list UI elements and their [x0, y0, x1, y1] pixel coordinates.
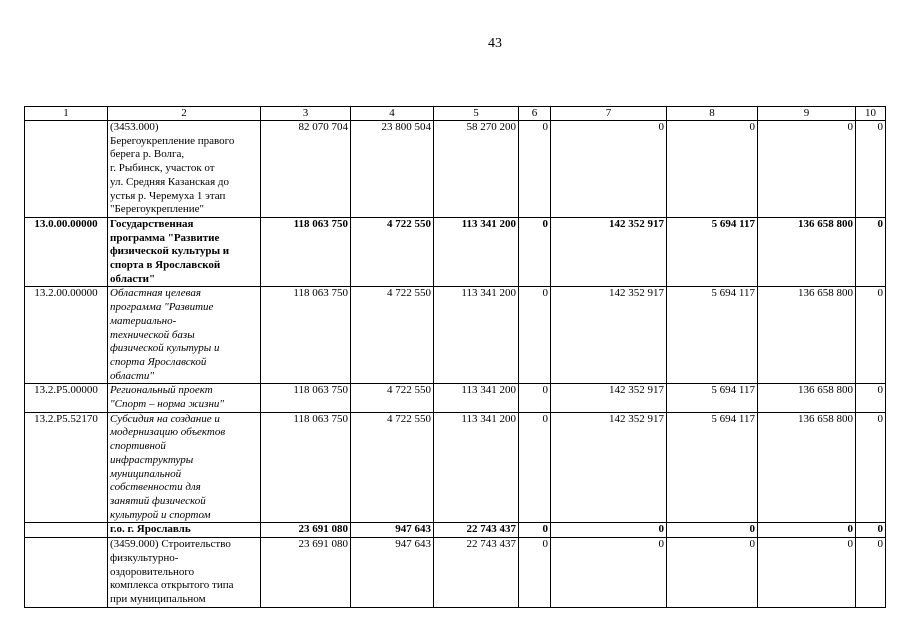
- row-value: 0: [519, 538, 551, 608]
- row-value: 0: [551, 121, 667, 218]
- row-name-line: оздоровительного: [110, 565, 195, 578]
- column-header: 1: [25, 107, 108, 121]
- row-value: 0: [758, 523, 856, 538]
- row-code: [25, 523, 108, 538]
- row-value: 5 694 117: [667, 287, 758, 384]
- row-code: 13.2.00.00000: [25, 287, 108, 384]
- row-value: 113 341 200: [434, 287, 519, 384]
- row-value: 23 800 504: [351, 121, 434, 218]
- row-name-line: физической культуры и: [110, 245, 230, 258]
- row-value: 0: [667, 121, 758, 218]
- column-header: 2: [108, 107, 261, 121]
- row-value: 5 694 117: [667, 217, 758, 287]
- row-value: 5 694 117: [667, 384, 758, 412]
- row-name: [108, 523, 261, 538]
- row-name-line: программа "Развитие: [110, 231, 220, 244]
- row-value: 22 743 437: [434, 523, 519, 538]
- row-code: [25, 538, 108, 608]
- row-value: 113 341 200: [434, 384, 519, 412]
- row-value: 142 352 917: [551, 217, 667, 287]
- row-value: 136 658 800: [758, 384, 856, 412]
- row-name-line: технической базы: [110, 328, 195, 341]
- column-header: 4: [351, 107, 434, 121]
- row-value: 947 643: [351, 538, 434, 608]
- table-row: [25, 384, 886, 412]
- table-header-row: [25, 107, 886, 121]
- row-name-line: г. Рыбинск, участок от: [110, 162, 215, 175]
- row-name-line: физической культуры и: [110, 342, 220, 355]
- row-value: 23 691 080: [261, 523, 351, 538]
- row-value: 0: [667, 538, 758, 608]
- row-name: [108, 287, 261, 384]
- row-value: 0: [856, 384, 886, 412]
- row-code: 13.2.P5.00000: [25, 384, 108, 412]
- row-name-line: при муниципальном: [110, 592, 206, 605]
- row-code: 13.2.P5.52170: [25, 412, 108, 523]
- table-body: [25, 121, 886, 608]
- column-header: 8: [667, 107, 758, 121]
- row-name-line: материально-: [110, 314, 177, 327]
- row-name-line: спорта в Ярославской: [110, 259, 221, 272]
- row-value: 0: [856, 287, 886, 384]
- row-name-line: культурой и спортом: [110, 508, 211, 521]
- row-name-line: г.о. г. Ярославль: [110, 523, 191, 536]
- row-value: 118 063 750: [261, 287, 351, 384]
- row-value: 0: [667, 523, 758, 538]
- row-value: 0: [856, 217, 886, 287]
- row-name-line: Субсидия на создание и: [110, 412, 220, 425]
- row-value: 142 352 917: [551, 287, 667, 384]
- row-value: 0: [551, 538, 667, 608]
- row-value: 947 643: [351, 523, 434, 538]
- row-name: [108, 217, 261, 287]
- row-name-line: Берегоукрепление правого: [110, 134, 235, 147]
- row-value: 0: [551, 523, 667, 538]
- row-value: 0: [519, 287, 551, 384]
- row-value: 0: [519, 121, 551, 218]
- row-name-line: (3453.000): [110, 121, 159, 133]
- row-value: 118 063 750: [261, 384, 351, 412]
- row-value: 113 341 200: [434, 217, 519, 287]
- row-value: 22 743 437: [434, 538, 519, 608]
- row-value: 4 722 550: [351, 287, 434, 384]
- row-name-line: Государственная: [110, 217, 194, 230]
- row-code: [25, 121, 108, 218]
- row-value: 142 352 917: [551, 384, 667, 412]
- row-name-line: модернизацию объектов: [110, 426, 226, 439]
- column-header: 3: [261, 107, 351, 121]
- row-value: 142 352 917: [551, 412, 667, 523]
- row-name-line: физкультурно-: [110, 551, 179, 564]
- row-value: 136 658 800: [758, 217, 856, 287]
- row-name-line: комплекса открытого типа: [110, 579, 234, 592]
- row-name-line: спорта Ярославской: [110, 355, 207, 368]
- page-number: 43: [488, 36, 502, 51]
- row-value: 118 063 750: [261, 217, 351, 287]
- row-name-line: устья р. Черемуха 1 этап: [110, 189, 226, 202]
- row-name: [108, 121, 261, 218]
- table-row: [25, 523, 886, 538]
- column-header: 7: [551, 107, 667, 121]
- row-name: [108, 412, 261, 523]
- column-header: 9: [758, 107, 856, 121]
- row-value: 0: [758, 538, 856, 608]
- column-header: 6: [519, 107, 551, 121]
- row-value: 0: [519, 384, 551, 412]
- row-value: 0: [519, 523, 551, 538]
- row-name-line: занятий физической: [110, 494, 206, 507]
- column-header: 5: [434, 107, 519, 121]
- row-value: 136 658 800: [758, 412, 856, 523]
- row-value: 0: [519, 217, 551, 287]
- row-name-line: берега р. Волга,: [110, 148, 185, 161]
- row-name-line: области": [110, 369, 154, 382]
- row-name-line: Региональный проект: [110, 384, 213, 397]
- row-name-line: собственности для: [110, 481, 201, 494]
- row-value: 58 270 200: [434, 121, 519, 218]
- row-name: [108, 538, 261, 608]
- row-value: 0: [519, 412, 551, 523]
- row-name-line: Областная целевая: [110, 287, 201, 300]
- row-value: 4 722 550: [351, 217, 434, 287]
- row-name-line: муниципальной: [110, 467, 182, 480]
- row-value: 0: [856, 121, 886, 218]
- row-value: 0: [758, 121, 856, 218]
- row-name-line: (3459.000) Строительство: [110, 538, 231, 551]
- row-name: [108, 384, 261, 412]
- column-header: 10: [856, 107, 886, 121]
- row-name-line: программа "Развитие: [110, 301, 214, 314]
- row-value: 82 070 704: [261, 121, 351, 218]
- table-row: [25, 412, 886, 523]
- row-name-line: "Спорт – норма жизни": [110, 398, 225, 411]
- row-name-line: области": [110, 272, 156, 285]
- row-name-line: спортивной: [110, 440, 166, 453]
- row-value: 136 658 800: [758, 287, 856, 384]
- row-value: 23 691 080: [261, 538, 351, 608]
- row-value: 4 722 550: [351, 384, 434, 412]
- table-row: [25, 217, 886, 287]
- row-value: 0: [856, 412, 886, 523]
- row-value: 0: [856, 523, 886, 538]
- row-value: 5 694 117: [667, 412, 758, 523]
- table-row: [25, 287, 886, 384]
- budget-table: [24, 106, 886, 608]
- row-name-line: ул. Средняя Казанская до: [110, 175, 229, 188]
- table-row: [25, 121, 886, 218]
- row-value: 118 063 750: [261, 412, 351, 523]
- row-name-line: инфраструктуры: [110, 453, 194, 466]
- row-code: 13.0.00.00000: [25, 217, 108, 287]
- row-name-line: "Берегоукрепление": [110, 203, 205, 216]
- row-value: 0: [856, 538, 886, 608]
- table-row: [25, 538, 886, 608]
- row-value: 4 722 550: [351, 412, 434, 523]
- row-value: 113 341 200: [434, 412, 519, 523]
